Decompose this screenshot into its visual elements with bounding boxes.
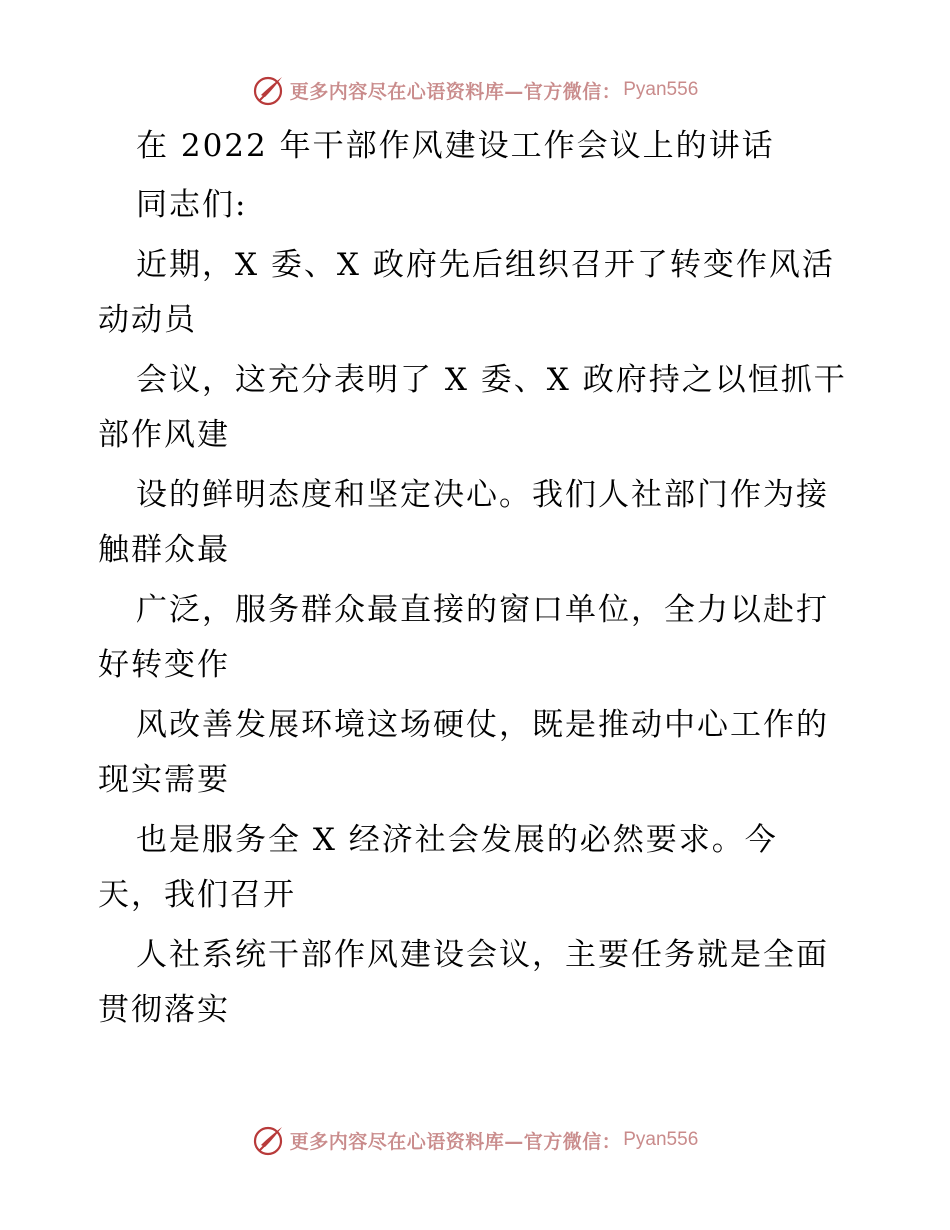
paragraph-line: 动动员 <box>98 302 197 338</box>
paragraph-line: 广泛，服务群众最直接的窗口单位，全力以赴打 <box>136 592 829 628</box>
watermark-text: 更多内容尽在心语资料库—官方微信： <box>289 1130 622 1153</box>
paragraph-line: 会议，这充分表明了 X 委、X 政府持之以恒抓干 <box>136 362 847 398</box>
paragraph-line: 风改善发展环境这场硬仗，既是推动中心工作的 <box>136 707 829 743</box>
paragraph-line: 触群众最 <box>98 532 230 568</box>
quill-logo-icon <box>252 73 286 107</box>
paragraph-line: 也是服务全 X 经济社会发展的必然要求。今 <box>136 822 778 858</box>
paragraph-line: 部作风建 <box>98 417 230 453</box>
watermark-wechat-id: Pyan556 <box>623 1129 699 1150</box>
paragraph-line: 现实需要 <box>98 762 230 798</box>
footer-watermark <box>0 1120 950 1160</box>
header-watermark <box>0 70 950 110</box>
paragraph-line: 人社系统干部作风建设会议，主要任务就是全面 <box>136 937 829 973</box>
paragraph-line: 设的鲜明态度和坚定决心。我们人社部门作为接 <box>136 477 829 513</box>
document-title: 在 2022 年干部作风建设工作会议上的讲话 <box>136 128 775 164</box>
paragraph-line: 贯彻落实 <box>98 992 230 1028</box>
paragraph-line: 好转变作 <box>98 647 230 683</box>
paragraph-line: 天，我们召开 <box>98 877 296 913</box>
paragraph-line: 近期，X 委、X 政府先后组织召开了转变作风活 <box>136 247 835 283</box>
salutation: 同志们: <box>136 187 248 223</box>
watermark-wechat-id: Pyan556 <box>623 79 699 100</box>
watermark-text: 更多内容尽在心语资料库—官方微信： <box>289 80 622 103</box>
quill-logo-icon <box>252 1123 286 1157</box>
